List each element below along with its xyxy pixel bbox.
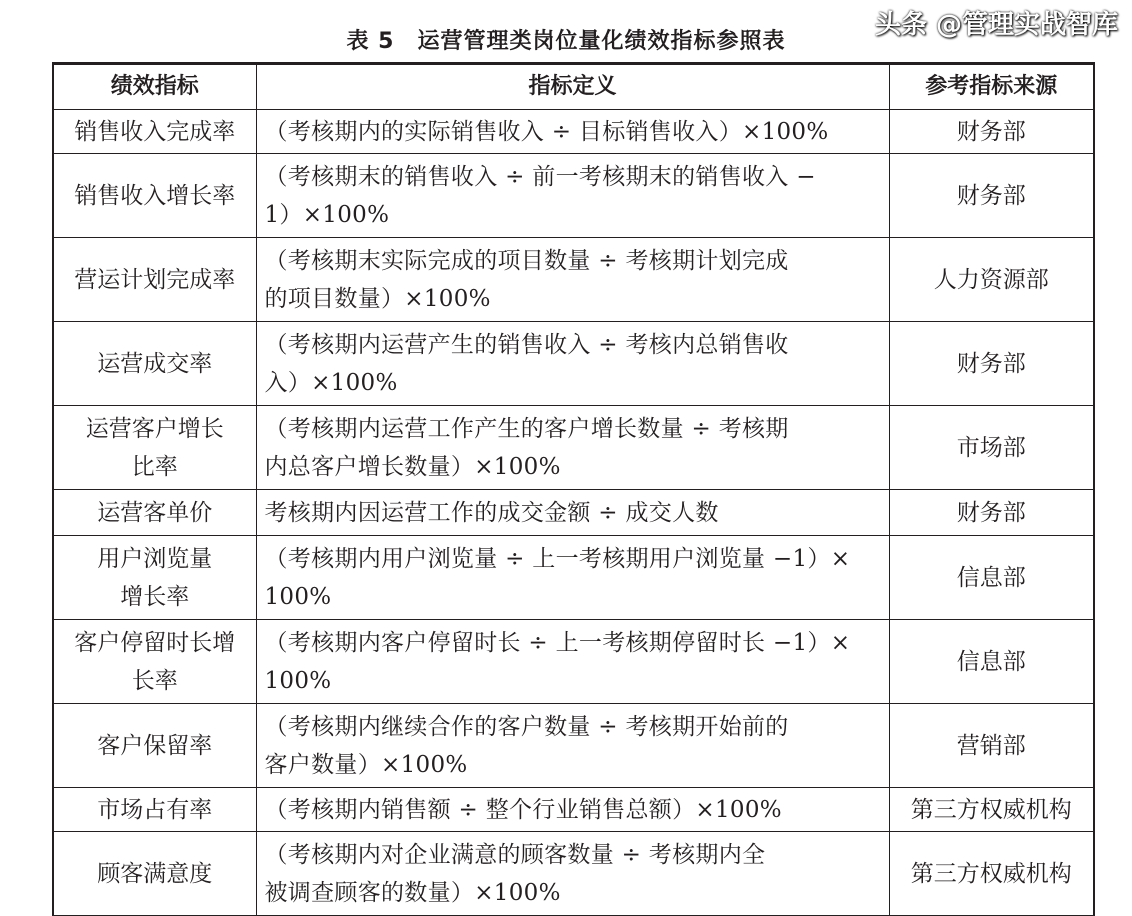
source-cell: 财务部: [889, 154, 1094, 238]
indicator-cell-line: 用户浏览量: [97, 545, 213, 572]
kpi-reference-table: [52, 62, 1095, 916]
table-row: [53, 406, 1094, 490]
table-row: [53, 704, 1094, 788]
indicator-cell-line: 运营成交率: [97, 350, 213, 377]
table-header-row: [53, 64, 1094, 110]
table-row: [53, 110, 1094, 154]
indicator-cell-line: 运营客户增长: [85, 415, 224, 442]
table-row: [53, 490, 1094, 536]
definition-cell-line: 客户数量）×100%: [264, 751, 468, 778]
definition-cell-line: 被调查顾客的数量）×100%: [264, 879, 561, 906]
header-source: 参考指标来源: [889, 64, 1094, 110]
table-row: [53, 788, 1094, 832]
table-row: [53, 154, 1094, 238]
definition-cell: [256, 154, 889, 238]
source-cell: 信息部: [889, 620, 1094, 704]
source-cell: 财务部: [889, 490, 1094, 536]
indicator-cell: [53, 704, 256, 788]
definition-cell-line: 考核期内因运营工作的成交金额 ÷ 成交人数: [264, 499, 719, 526]
definition-cell-line: （考核期末的销售收入 ÷ 前一考核期末的销售收入 −: [264, 163, 816, 190]
source-cell: 人力资源部: [889, 238, 1094, 322]
definition-cell-line: （考核期内对企业满意的顾客数量 ÷ 考核期内全: [264, 841, 766, 868]
definition-cell-line: （考核期内用户浏览量 ÷ 上一考核期用户浏览量 −1）×: [264, 545, 851, 572]
table-title: 表 5 运营管理类岗位量化绩效指标参照表: [346, 29, 786, 54]
definition-cell-line: 的项目数量）×100%: [264, 285, 491, 312]
indicator-cell-line: 运营客单价: [97, 499, 213, 526]
source-cell: 财务部: [889, 322, 1094, 406]
watermark: 头条 @管理实战智库: [874, 10, 1118, 40]
definition-cell: [256, 322, 889, 406]
source-cell: 第三方权威机构: [889, 788, 1094, 832]
definition-cell-line: （考核期内的实际销售收入 ÷ 目标销售收入）×100%: [264, 118, 829, 145]
indicator-cell-line: 客户停留时长增: [74, 629, 236, 656]
table-row: [53, 832, 1094, 916]
definition-cell-line: 内总客户增长数量）×100%: [264, 453, 561, 480]
indicator-cell-line: 销售收入增长率: [74, 182, 236, 209]
indicator-cell-line: 比率: [131, 453, 178, 480]
definition-cell-line: 1）×100%: [264, 201, 390, 228]
definition-cell-line: （考核期内运营产生的销售收入 ÷ 考核内总销售收: [264, 331, 789, 358]
definition-cell-line: （考核期末实际完成的项目数量 ÷ 考核期计划完成: [264, 247, 789, 274]
definition-cell-line: （考核期内客户停留时长 ÷ 上一考核期停留时长 −1）×: [264, 629, 851, 656]
indicator-cell: [53, 788, 256, 832]
indicator-cell: [53, 110, 256, 154]
indicator-cell-line: 市场占有率: [97, 796, 213, 823]
definition-cell-line: 入）×100%: [264, 369, 398, 396]
definition-cell: [256, 406, 889, 490]
indicator-cell: [53, 490, 256, 536]
indicator-cell: [53, 620, 256, 704]
source-cell: 信息部: [889, 536, 1094, 620]
table-row: [53, 620, 1094, 704]
definition-cell-line: （考核期内销售额 ÷ 整个行业销售总额）×100%: [264, 796, 782, 823]
definition-cell-line: （考核期内运营工作产生的客户增长数量 ÷ 考核期: [264, 415, 789, 442]
source-cell: 市场部: [889, 406, 1094, 490]
indicator-cell-line: 顾客满意度: [97, 860, 213, 887]
indicator-cell: [53, 154, 256, 238]
definition-cell: [256, 704, 889, 788]
indicator-cell: [53, 832, 256, 916]
indicator-cell: [53, 406, 256, 490]
header-definition: 指标定义: [256, 64, 889, 110]
header-indicator: 绩效指标: [53, 64, 256, 110]
table-row: [53, 238, 1094, 322]
definition-cell: [256, 536, 889, 620]
source-cell: 财务部: [889, 110, 1094, 154]
indicator-cell-line: 销售收入完成率: [74, 118, 236, 145]
definition-cell: [256, 490, 889, 536]
definition-cell-line: （考核期内继续合作的客户数量 ÷ 考核期开始前的: [264, 713, 789, 740]
source-cell: 营销部: [889, 704, 1094, 788]
indicator-cell-line: 增长率: [120, 583, 190, 610]
indicator-cell-line: 客户保留率: [97, 732, 213, 759]
definition-cell-line: 100%: [264, 667, 332, 694]
source-cell: 第三方权威机构: [889, 832, 1094, 916]
definition-cell: [256, 832, 889, 916]
table-row: [53, 536, 1094, 620]
definition-cell: [256, 238, 889, 322]
definition-cell: [256, 620, 889, 704]
indicator-cell: [53, 238, 256, 322]
definition-cell: [256, 788, 889, 832]
indicator-cell: [53, 536, 256, 620]
definition-cell: [256, 110, 889, 154]
table-row: [53, 322, 1094, 406]
indicator-cell-line: 长率: [131, 667, 178, 694]
definition-cell-line: 100%: [264, 583, 332, 610]
indicator-cell: [53, 322, 256, 406]
indicator-cell-line: 营运计划完成率: [74, 266, 236, 293]
